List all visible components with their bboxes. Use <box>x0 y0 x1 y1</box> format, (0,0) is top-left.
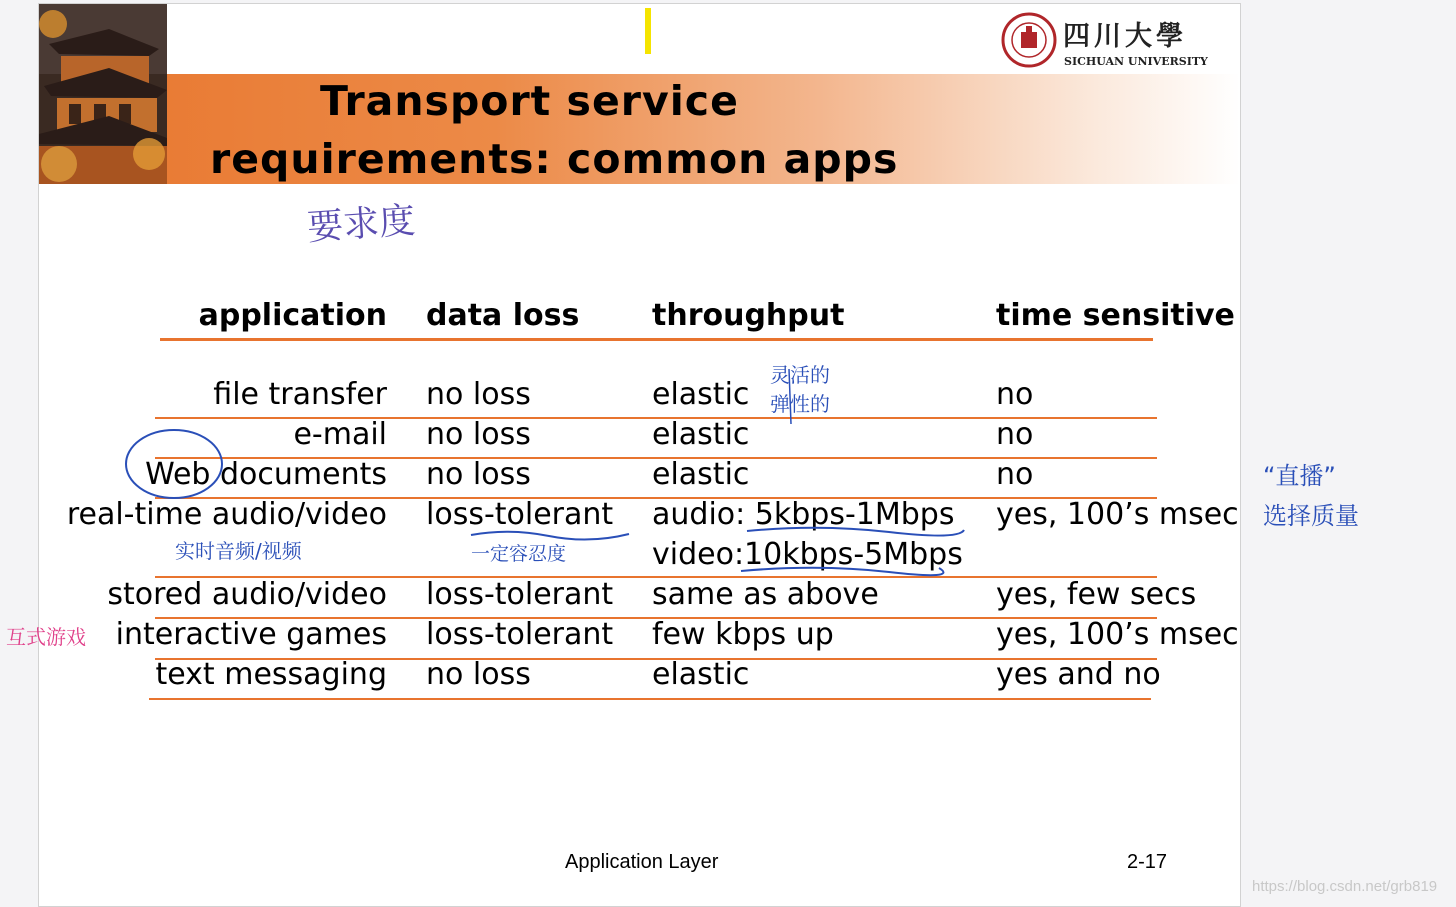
logo-english-name: SICHUAN UNIVERSITY <box>1064 55 1208 68</box>
row-6-data-loss: loss-tolerant <box>426 617 614 652</box>
row-7-time-sensitive: yes and no <box>996 657 1161 692</box>
row-5-time-sensitive: yes, few secs <box>996 577 1197 612</box>
row-2-time-sensitive: no <box>996 417 1034 452</box>
logo-chinese-name: 四川大學 <box>1063 21 1187 52</box>
row-5-throughput: same as above <box>652 577 879 612</box>
handwritten-note-elastic-2: 弹性的 <box>770 392 830 416</box>
watermark-text: https://blog.csdn.net/grb819 <box>1252 878 1438 895</box>
row-4-time-sensitive: yes, 100’s msec <box>996 497 1239 532</box>
row-2-throughput: elastic <box>652 417 750 452</box>
row-5-application: stored audio/video <box>107 577 387 612</box>
handwritten-side-note-2: 选择质量 <box>1263 502 1359 530</box>
row-1-throughput: elastic <box>652 377 750 412</box>
row-7-application: text messaging <box>155 657 387 692</box>
row-1-application: file transfer <box>213 377 387 412</box>
slide-title-line-2: requirements: common apps <box>210 135 899 183</box>
yellow-cursor-marker <box>645 8 651 54</box>
handwritten-note-elastic-1: 灵活的 <box>770 363 830 387</box>
row-5-data-loss: loss-tolerant <box>426 577 614 612</box>
row-3-data-loss: no loss <box>426 457 531 492</box>
row-2-application: e-mail <box>293 417 387 452</box>
row-3-application: Web documents <box>145 457 387 492</box>
row-1-data-loss: no loss <box>426 377 531 412</box>
header-time-sensitive: time sensitive <box>996 298 1235 333</box>
row-6-application: interactive games <box>115 617 387 652</box>
handwritten-note-realtime: 实时音频/视频 <box>175 539 302 563</box>
row-7-data-loss: no loss <box>426 657 531 692</box>
row-4-data-loss: loss-tolerant <box>426 497 614 532</box>
row-3-time-sensitive: no <box>996 457 1034 492</box>
handwritten-note-games: 互式游戏 <box>6 625 86 649</box>
header-data-loss: data loss <box>426 298 580 333</box>
row-4-throughput: audio: 5kbps-1Mbps <box>652 497 955 532</box>
row-2-data-loss: no loss <box>426 417 531 452</box>
header-rule <box>160 338 1153 341</box>
header-application: application <box>198 298 387 333</box>
row-3-throughput: elastic <box>652 457 750 492</box>
row-rule <box>149 698 1151 700</box>
row-6-time-sensitive: yes, 100’s msec <box>996 617 1239 652</box>
university-logo <box>1001 12 1208 72</box>
footer-section-title: Application Layer <box>565 851 719 873</box>
row-4-application: real-time audio/video <box>66 497 387 532</box>
university-seal-icon <box>1001 12 1057 68</box>
header-throughput: throughput <box>652 298 845 333</box>
row-4-throughput-video: video:10kbps-5Mbps <box>652 537 963 572</box>
handwritten-side-note-1: “直播” <box>1263 462 1336 490</box>
slide-title-line-1: Transport service <box>320 77 739 125</box>
pagoda-image <box>39 4 167 184</box>
handwritten-note-title: 要求度 <box>305 200 417 249</box>
row-7-throughput: elastic <box>652 657 750 692</box>
handwritten-note-tolerant: 一定容忍度 <box>471 543 567 565</box>
row-6-throughput: few kbps up <box>652 617 834 652</box>
footer-page-number: 2-17 <box>1127 851 1168 873</box>
slide <box>38 3 1241 907</box>
row-1-time-sensitive: no <box>996 377 1034 412</box>
